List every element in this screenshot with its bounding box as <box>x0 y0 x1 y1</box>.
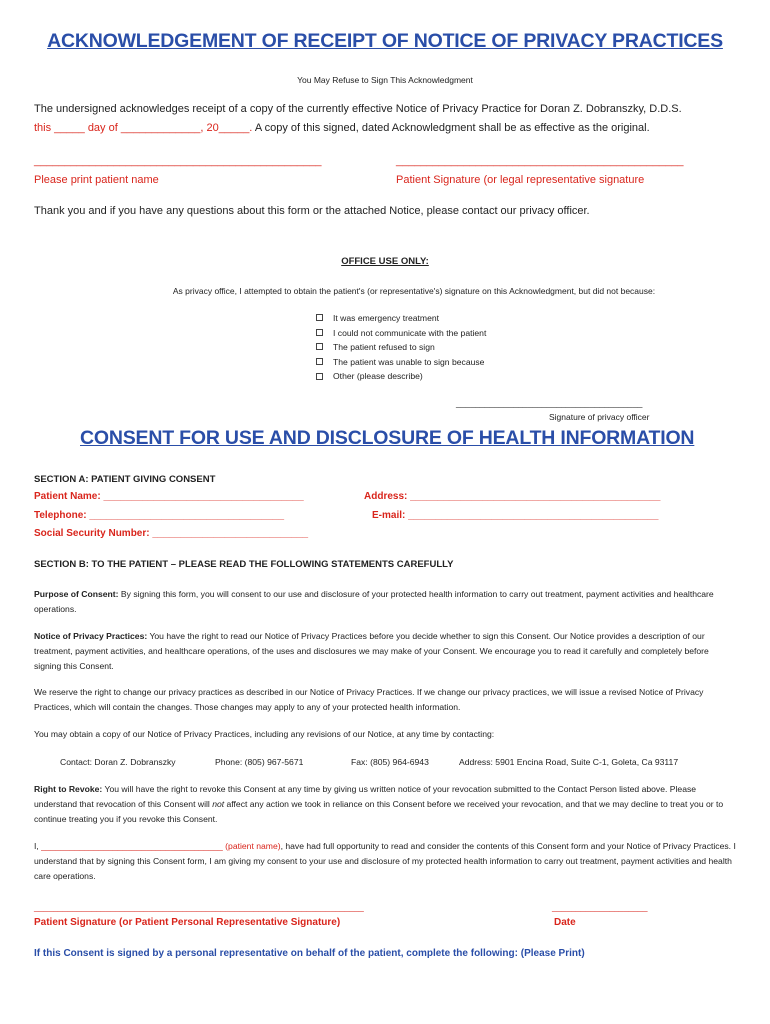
section-a-heading: SECTION A: PATIENT GIVING CONSENT <box>34 474 216 485</box>
contact-person: Contact: Doran Z. Dobranszky <box>60 757 176 767</box>
consent-date-label: Date <box>554 917 576 928</box>
consent-signature-label: Patient Signature (or Patient Personal Representative Signature) <box>34 917 341 928</box>
reason-item[interactable]: Other (please describe) <box>316 369 486 384</box>
ssn-field[interactable]: Social Security Number: ____________________________ <box>34 528 309 539</box>
checkbox-icon[interactable] <box>316 373 323 380</box>
notice-paragraph: Notice of Privacy Practices: You have the right to read our Notice of Privacy Practices before you decide whether to sign this Consent. Our Notice provides a description of our treatment, payment activities, and healthcare operations, of the uses and disclosures we may make of your Consent. We encourage you to read it carefully and completely before signing this Consent. <box>34 631 709 671</box>
contact-phone: Phone: (805) 967-5671 <box>215 757 304 767</box>
thank-you-text: Thank you and if you have any questions about this form or the attached Notice, please contact our privacy officer. <box>34 205 590 217</box>
acknowledgement-date-line <box>34 122 650 134</box>
representative-note: If this Consent is signed by a personal representative on behalf of the patient, complete the following: (Please Print) <box>34 948 585 959</box>
address-field[interactable]: Address: _____________________________________________ <box>364 491 661 502</box>
privacy-officer-label: Signature of privacy officer <box>549 412 650 422</box>
checkbox-icon[interactable] <box>316 329 323 336</box>
patient-name-blank[interactable]: ______________________________________ (patient name) <box>41 841 281 851</box>
office-use-intro: As privacy office, I attempted to obtain the patient's (or representative's) signature on this Acknowledgment, but did not because: <box>172 286 656 296</box>
email-field[interactable]: E-mail: _____________________________________________ <box>372 510 659 521</box>
page-title: ACKNOWLEDGEMENT OF RECEIPT OF NOTICE OF PRIVACY PRACTICES <box>47 30 723 52</box>
reason-item[interactable]: The patient refused to sign <box>316 340 486 355</box>
telephone-field[interactable]: Telephone: ___________________________________ <box>34 510 285 521</box>
acknowledgement-text: The undersigned acknowledges receipt of a copy of the currently effective Notice of Privacy Practice for Doran Z. Dobranszky, D.D.S. <box>34 103 682 115</box>
refuse-notice: You May Refuse to Sign This Acknowledgment <box>297 75 473 85</box>
checkbox-icon[interactable] <box>316 314 323 321</box>
reason-item[interactable]: The patient was unable to sign because <box>316 355 486 370</box>
patient-signature-label: Patient Signature (or legal representative signature <box>396 174 645 186</box>
contact-address: Address: 5901 Encina Road, Suite C-1, Goleta, Ca 93117 <box>459 757 679 767</box>
reason-item[interactable]: It was emergency treatment <box>316 311 486 326</box>
consent-signature-field[interactable]: _____________________________________________________________________ <box>34 902 364 912</box>
purpose-paragraph: Purpose of Consent: By signing this form, you will consent to our use and disclosure of your protected health information to carry out treatment, payment activities and healthcare operations. <box>34 589 714 614</box>
reason-item[interactable]: I could not communicate with the patient <box>316 326 486 341</box>
obtain-paragraph: You may obtain a copy of our Notice of Privacy Practices, including any revisions of our Notice, at any time by contacting: <box>34 729 495 739</box>
patient-signature-field[interactable]: _______________________________________________ <box>396 155 684 167</box>
consent-statement-paragraph: I, ______________________________________ (patient name), have had full opportunity to read and consider the contents of this Consent form and your Notice of Privacy Practices. I understand that by signing this Consent form, I am giving my consent to your use and disclosure of my protected health information to carry out treatment, payment activities and health care operations. <box>34 841 736 881</box>
office-use-heading: OFFICE USE ONLY: <box>341 256 429 267</box>
acknowledgement-text-cont: A copy of this signed, dated Acknowledgment shall be as effective as the original. <box>252 122 650 134</box>
consent-date-field[interactable]: ____________________ <box>552 902 648 912</box>
print-name-field[interactable]: _______________________________________________ <box>34 155 322 167</box>
privacy-officer-signature-field[interactable]: _______________________________________ <box>456 398 643 408</box>
contact-fax: Fax: (805) 964-6943 <box>351 757 429 767</box>
consent-title: CONSENT FOR USE AND DISCLOSURE OF HEALTH INFORMATION <box>80 427 695 449</box>
checkbox-icon[interactable] <box>316 358 323 365</box>
section-b-heading: SECTION B: TO THE PATIENT – PLEASE READ THE FOLLOWING STATEMENTS CAREFULLY <box>34 559 454 570</box>
revoke-paragraph: Right to Revoke: You will have the right to revoke this Consent at any time by giving us written notice of your revocation submitted to the Contact Person listed above. Please understand that revocation of this Consent will not affect any action we took in reliance on this Consent before we received your revocation, and that we may decline to treat you or to continue treating you if you revoke this Consent. <box>34 784 724 824</box>
print-name-label: Please print patient name <box>34 174 159 186</box>
reserve-paragraph: We reserve the right to change our privacy practices as described in our Notice of Privacy Practices. If we change our privacy practices, we will issue a revised Notice of Privacy Practices, which will contain the changes. Those changes may apply to any of your protected health information. <box>34 687 704 712</box>
checkbox-icon[interactable] <box>316 343 323 350</box>
reason-checkbox-list <box>316 311 486 384</box>
date-blank-field[interactable]: this _____ day of _____________, 20_____. <box>34 122 253 134</box>
patient-name-field[interactable]: Patient Name: ____________________________________ <box>34 491 304 502</box>
